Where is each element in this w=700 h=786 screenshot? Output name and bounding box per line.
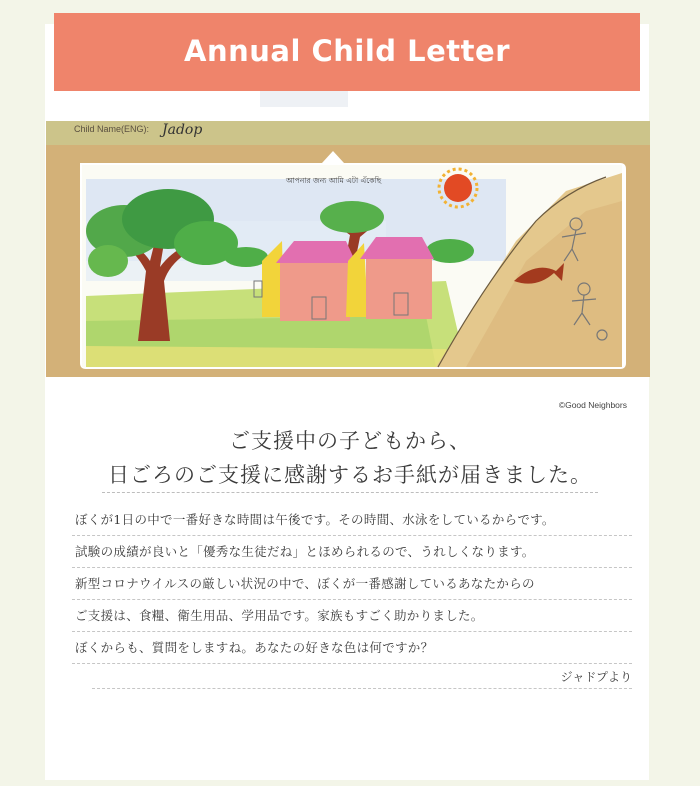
- sun-icon: [444, 174, 472, 202]
- signature-line: [92, 664, 632, 689]
- photo-credit: ©Good Neighbors: [558, 400, 627, 410]
- letter-body: [72, 504, 632, 664]
- letter-line: ぼくが1日の中で一番好きな時間は午後です。その時間、水泳をしているからです。: [72, 504, 632, 536]
- letter-line: 新型コロナウイルスの厳しい状況の中で、ぼくが一番感謝しているあなたからの: [72, 568, 632, 600]
- child-drawing: [46, 121, 650, 377]
- letter-line: ぼくからも、質問をしますね。あなたの好きな色は何ですか？: [72, 632, 632, 664]
- headline-line-1: ご支援中の子どもから、: [229, 429, 471, 453]
- headline-line-2: 日ごろのご支援に感謝するお手紙が届きました。: [102, 458, 598, 493]
- headline: [90, 424, 610, 493]
- page-title: Annual Child Letter: [184, 34, 510, 68]
- drawing-caption: আপনার জন্য আমি এটা এঁকেছি: [286, 176, 382, 185]
- tab-strip: [260, 91, 348, 107]
- header-banner: [54, 13, 640, 91]
- child-name: Jadop: [162, 122, 203, 138]
- signature: ジャドプより: [560, 670, 632, 684]
- letter-line: 試験の成績が良いと「優秀な生徒だね」とほめられるので、うれしくなります。: [72, 536, 632, 568]
- letter-line: ご支援は、食糧、衛生用品、学用品です。家族もすごく助かりました。: [72, 600, 632, 632]
- child-name-label: Child Name(ENG):: [74, 124, 150, 134]
